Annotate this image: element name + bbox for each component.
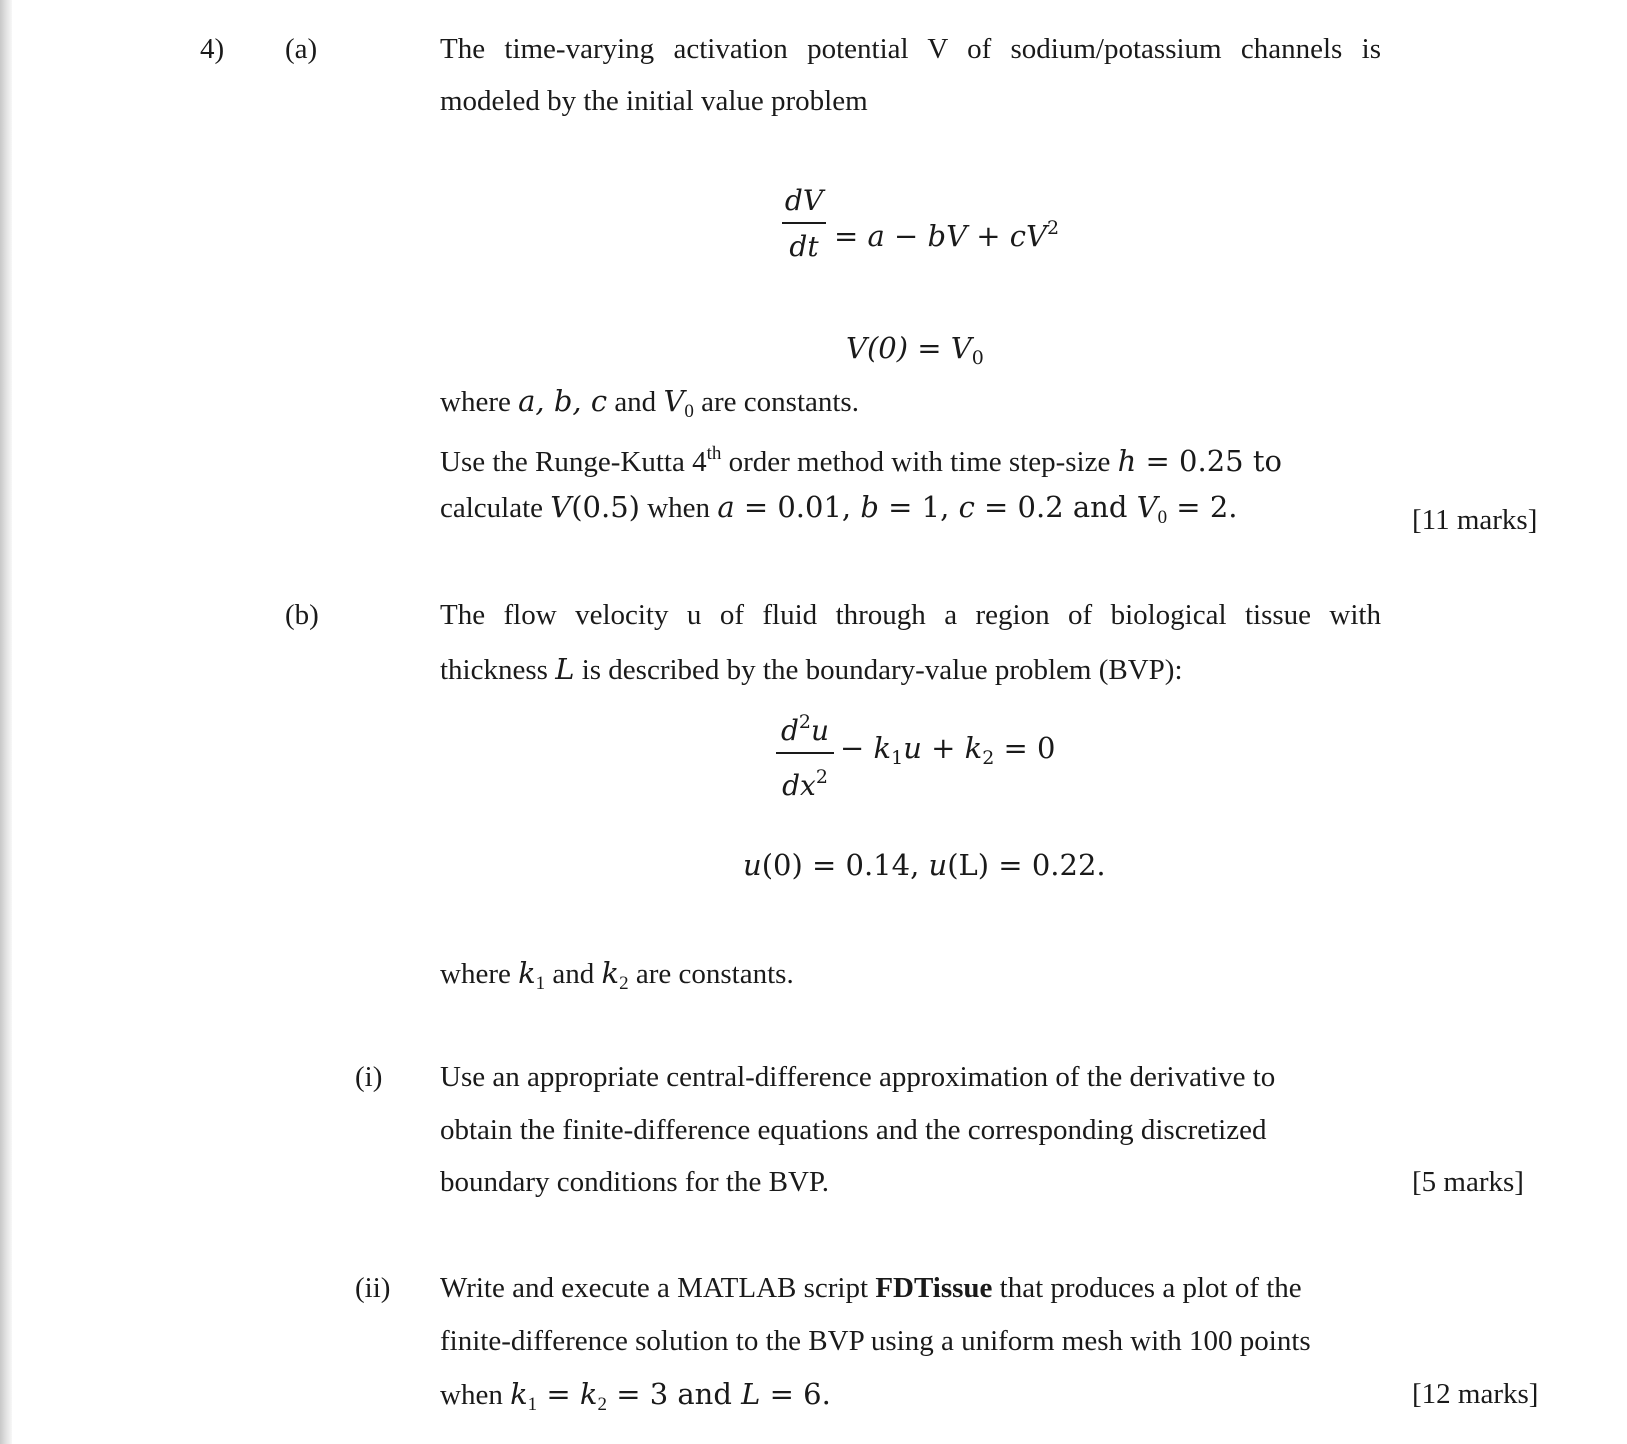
part-b-label: (b) (285, 599, 319, 631)
ii-k1: k (510, 1377, 528, 1411)
num-d: d (780, 714, 799, 747)
equation-d2u-dx2-fraction (776, 705, 834, 803)
calc-cval: = 0.2 and (974, 490, 1137, 524)
part-b-line2 (440, 652, 1183, 687)
ic-text: V(0) = V (846, 331, 972, 365)
ii-line3-mid: = 3 and (606, 1377, 742, 1411)
bc-p1: (0) = 0.14, (761, 848, 929, 882)
bvp-rhs1-sub: 1 (891, 747, 904, 769)
ii-line3-post: = 6. (760, 1377, 831, 1411)
b-where-pre: where (440, 958, 519, 990)
ii-L: L (741, 1377, 761, 1411)
b-where-k1-sub: 1 (535, 973, 546, 994)
ii-eq1: = (537, 1377, 580, 1411)
part-a-line2: modeled by the initial value problem (440, 85, 868, 117)
fraction-bar (776, 752, 834, 754)
part-b-i-line2: obtain the finite-difference equations and the corresponding discretized (440, 1114, 1267, 1146)
fraction-numerator (776, 705, 834, 748)
ii-script-name: FDTissue (875, 1272, 993, 1304)
fraction-denominator (776, 760, 834, 803)
calc-v0: V (1136, 490, 1158, 524)
ii-k1-sub: 1 (527, 1394, 538, 1415)
calc-aval: = 0.01, (734, 490, 861, 524)
part-a-use-line (440, 437, 1282, 479)
where-pre: where (440, 386, 519, 418)
page-edge-shadow (0, 0, 12, 1444)
b-line2-var: L (555, 652, 575, 686)
bvp-rhs1: − k (840, 731, 892, 765)
bc-p2: (L) = 0.22. (947, 848, 1106, 882)
use-pre: Use the Runge-Kutta 4 (440, 446, 707, 478)
use-h: h (1117, 444, 1137, 478)
ii-line1-pre: Write and execute a MATLAB script (440, 1272, 876, 1304)
part-b-where-line (440, 956, 794, 1001)
equation-dv-dt-rhs (834, 211, 1059, 253)
calc-bval: = 1, (878, 490, 959, 524)
part-b-ii-line3 (440, 1377, 831, 1422)
part-b-i-line3: boundary conditions for the BVP. (440, 1166, 830, 1198)
part-b-i-label: (i) (355, 1061, 383, 1093)
calc-v0-sub: 0 (1157, 507, 1168, 528)
ii-line3-pre: when (440, 1379, 511, 1411)
calc-v0val: = 2. (1167, 490, 1238, 524)
part-a-marks: [11 marks] (1412, 504, 1538, 536)
b-where-and: and (545, 958, 602, 990)
num-u: u (810, 714, 830, 747)
where-v-sub: 0 (684, 401, 694, 422)
part-a-label: (a) (285, 33, 318, 65)
equation-boundary-conditions (743, 848, 1106, 883)
calc-c: c (958, 490, 975, 524)
fraction-bar (782, 222, 826, 224)
bvp-rhs3: = 0 (994, 731, 1056, 765)
calc-when: when (639, 492, 718, 524)
equation-bvp-rhs (840, 731, 1055, 775)
b-where-k2-sub: 2 (619, 973, 629, 994)
ic-subscript: 0 (971, 347, 984, 369)
ii-k2: k (579, 1377, 598, 1411)
part-b-i-line1: Use an appropriate central-difference approximation of the derivative to (440, 1061, 1276, 1093)
part-a-line1: The time-varying activation potential V of sodium/potassium channels is (440, 33, 1381, 65)
calc-pre: calculate (440, 492, 551, 524)
part-b-i-marks: [5 marks] (1412, 1166, 1524, 1198)
b-line2-post: is described by the boundary-value problem (BVP): (574, 654, 1183, 686)
den-sup: 2 (815, 766, 828, 788)
where-vars: a, b, c (518, 384, 608, 418)
bvp-rhs2: u + k (903, 731, 983, 765)
where-post: are constants. (693, 386, 859, 418)
equation-dv-dt-fraction (782, 184, 826, 264)
part-b-ii-marks: [12 marks] (1412, 1378, 1539, 1410)
part-b-ii-line2: finite-difference solution to the BVP using a uniform mesh with 100 points (440, 1325, 1311, 1357)
ii-k2-sub: 2 (597, 1394, 607, 1415)
bvp-rhs2-sub: 2 (982, 747, 995, 769)
where-v: V (663, 384, 685, 418)
part-b-ii-line1 (440, 1271, 1302, 1305)
part-a-calculate-line (440, 490, 1238, 535)
rhs-exponent: 2 (1046, 217, 1060, 239)
fraction-denominator: dt (789, 230, 819, 263)
question-number: 4) (200, 33, 225, 65)
use-eq: = 0.25 to (1136, 444, 1282, 478)
b-line2-pre: thickness (440, 654, 556, 686)
part-b-ii-label: (ii) (355, 1272, 391, 1304)
calc-arg: (0.5) (571, 490, 640, 524)
fraction-numerator: dV (784, 184, 824, 217)
num-sup: 2 (798, 711, 811, 733)
part-a-where-line (440, 384, 859, 429)
ii-line1-post: that produces a plot of the (992, 1272, 1302, 1304)
b-where-k1: k (518, 956, 536, 990)
rhs-text: = a − bV + cV (834, 219, 1047, 253)
calc-b: b (860, 490, 879, 524)
part-b-line1: The flow velocity u of fluid through a region of biological tissue with (440, 599, 1381, 631)
where-and: and (607, 386, 664, 418)
b-where-k2: k (601, 956, 620, 990)
calc-a: a (717, 490, 735, 524)
b-where-post: are constants. (628, 958, 794, 990)
den-dx: dx (782, 769, 816, 802)
equation-initial-condition (846, 331, 984, 375)
bc-u2: u (928, 848, 948, 882)
calc-v: V (550, 490, 572, 524)
use-sup: th (706, 443, 722, 464)
bc-u1: u (743, 848, 762, 882)
use-mid: order method with time step-size (721, 446, 1118, 478)
